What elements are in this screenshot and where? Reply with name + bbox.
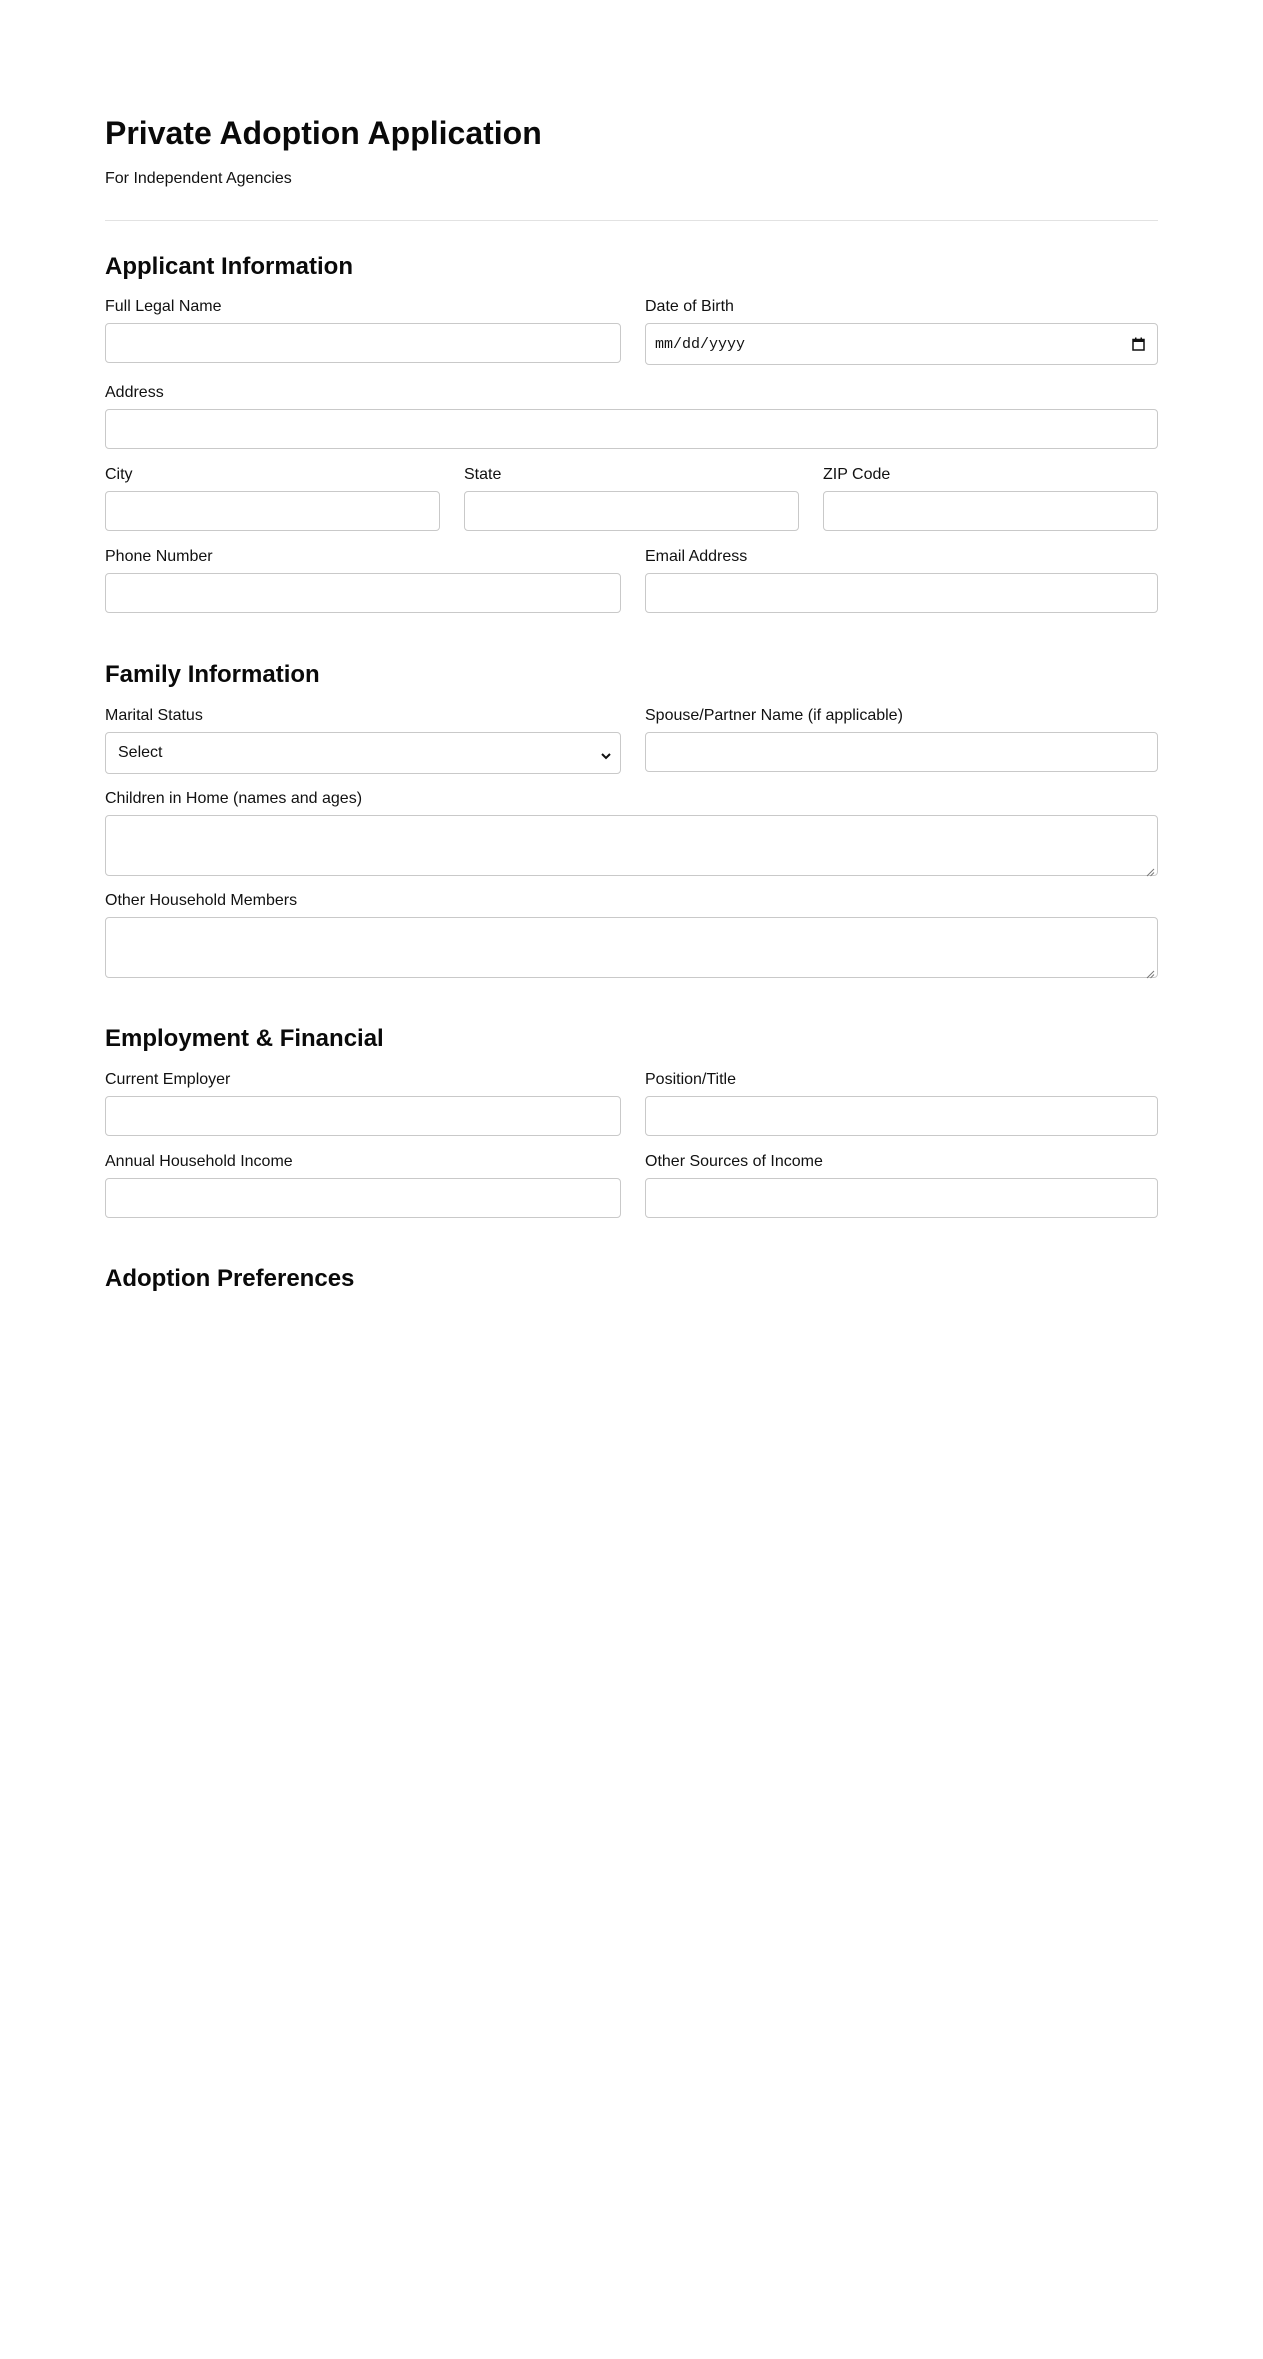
field-phone-number [105,547,621,615]
full-legal-name-label: Full Legal Name [105,298,222,315]
calendar-icon[interactable] [1132,337,1145,351]
resize-handle-icon[interactable] [1146,966,1155,975]
field-other-household-members [105,891,1158,979]
annual-household-income-input[interactable] [105,1178,621,1218]
zip-code-label: ZIP Code [823,466,891,483]
date-of-birth-input[interactable] [645,323,1158,365]
field-spouse-partner-name [645,706,1158,774]
field-city [105,465,440,533]
header-divider [105,220,1158,221]
date-of-birth-label: Date of Birth [645,298,734,315]
state-label: State [464,466,502,483]
zip-code-input[interactable] [823,491,1158,531]
field-email-address [645,547,1158,615]
field-other-sources-of-income [645,1152,1158,1220]
section-title-applicant: Applicant Information [105,253,353,280]
page-subtitle: For Independent Agencies [105,170,292,187]
field-state [464,465,799,533]
field-annual-household-income [105,1152,621,1220]
marital-status-label: Marital Status [105,707,203,724]
annual-household-income-label: Annual Household Income [105,1153,293,1170]
section-title-family: Family Information [105,661,320,688]
field-full-legal-name [105,297,621,365]
full-legal-name-input[interactable] [105,323,621,363]
city-input[interactable] [105,491,440,531]
phone-number-label: Phone Number [105,548,213,565]
section-title-employment: Employment & Financial [105,1025,384,1052]
field-marital-status [105,706,621,774]
position-title-input[interactable] [645,1096,1158,1136]
address-input[interactable] [105,409,1158,449]
other-household-members-textarea[interactable] [105,917,1158,978]
resize-handle-icon[interactable] [1146,864,1155,873]
position-title-label: Position/Title [645,1071,736,1088]
other-household-members-label: Other Household Members [105,892,298,909]
current-employer-input[interactable] [105,1096,621,1136]
current-employer-label: Current Employer [105,1071,231,1088]
children-in-home-label: Children in Home (names and ages) [105,790,363,807]
marital-status-selected-value: Select [118,744,163,761]
field-zip-code [823,465,1158,533]
section-title-adoption-preferences: Adoption Preferences [105,1265,355,1292]
address-label: Address [105,384,164,401]
marital-status-select[interactable] [105,732,621,774]
other-sources-of-income-input[interactable] [645,1178,1158,1218]
other-sources-of-income-label: Other Sources of Income [645,1153,823,1170]
spouse-partner-name-input[interactable] [645,732,1158,772]
phone-number-input[interactable] [105,573,621,613]
spouse-partner-name-label: Spouse/Partner Name (if applicable) [645,707,903,724]
children-in-home-textarea[interactable] [105,815,1158,876]
field-address [105,383,1158,451]
chevron-down-icon [600,748,612,758]
state-input[interactable] [464,491,799,531]
field-date-of-birth [645,297,1158,365]
page-title: Private Adoption Application [105,115,542,151]
field-current-employer [105,1070,621,1138]
field-position-title [645,1070,1158,1138]
email-address-input[interactable] [645,573,1158,613]
field-children-in-home [105,789,1158,877]
email-address-label: Email Address [645,548,748,565]
date-of-birth-placeholder: mm/dd/yyyy [655,335,746,353]
city-label: City [105,466,133,483]
